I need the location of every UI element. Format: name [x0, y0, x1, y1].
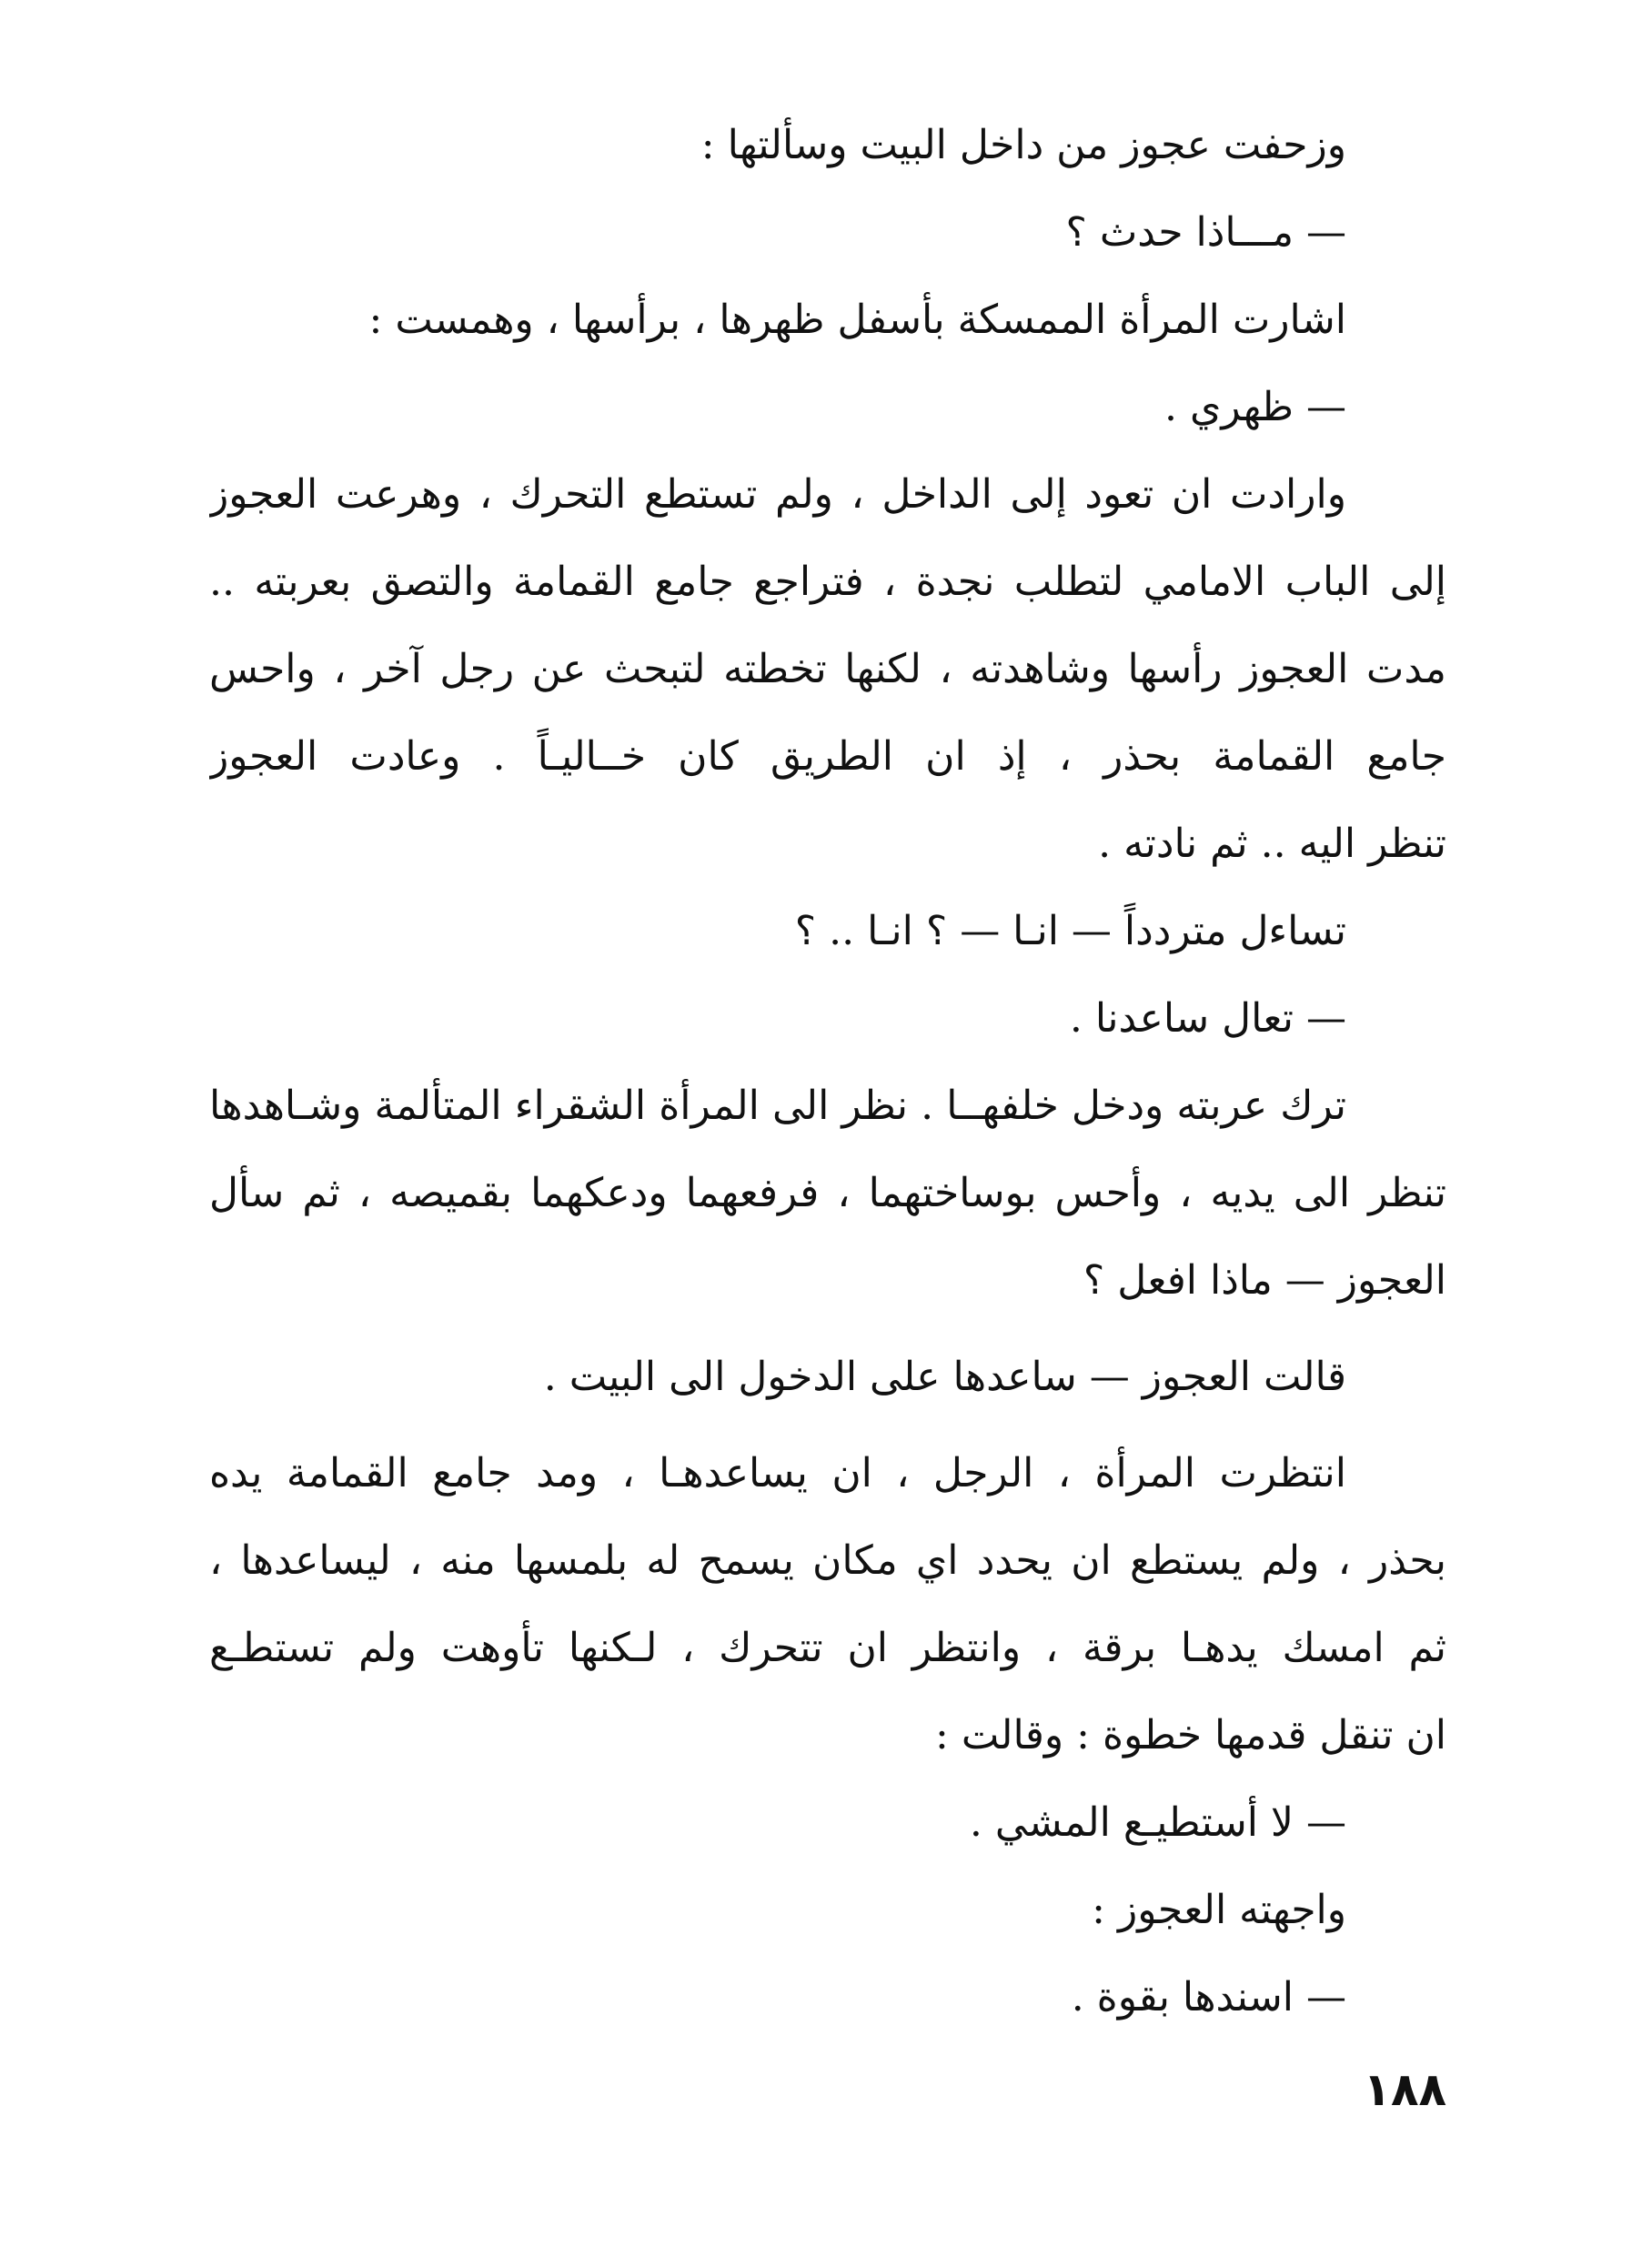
- text-line-6: إلى الباب الامامي لتطلب نجدة ، فتراجع جامع القمامة والتصق بعربته ..: [209, 559, 1446, 605]
- text-line-21: واجهته العجوز :: [1092, 1887, 1346, 1933]
- text-line-11: — تعال ساعدنا .: [1069, 995, 1346, 1042]
- text-line-15: قالت العجوز — ساعدها على الدخول الى البيت .: [543, 1354, 1346, 1400]
- text-line-9: تنظر اليه .. ثم نادته .: [1098, 821, 1446, 867]
- text-line-2: — مـــاذا حدث ؟: [1065, 209, 1346, 256]
- text-line-3: اشارت المرأة الممسكة بأسفل ظهرها ، برأسها ، وهمست :: [368, 297, 1346, 343]
- text-line-18: ثم امسك يدهـا برقة ، وانتظر ان تتحرك ، لـكنها تأوهت ولم تستطـع: [209, 1625, 1446, 1671]
- text-line-16: انتظرت المرأة ، الرجل ، ان يساعدهـا ، ومد جامع القمامة يده: [209, 1450, 1346, 1496]
- text-line-1: وزحفت عجوز من داخل البيت وسألتها :: [700, 122, 1346, 168]
- text-line-10: تساءل متردداً — انـا — ؟ انـا .. ؟: [794, 908, 1346, 954]
- text-line-12: ترك عربته ودخل خلفهــا . نظر الى المرأة الشقراء المتألمة وشـاهدها: [209, 1083, 1346, 1129]
- body-text: [209, 102, 1446, 2041]
- text-line-4: — ظهري .: [1164, 384, 1346, 430]
- text-line-22: — اسندها بقوة .: [1071, 1974, 1346, 2020]
- text-line-7: مدت العجوز رأسها وشاهدته ، لكنها تخطته لتبحث عن رجل آخر ، واحس: [209, 646, 1446, 692]
- text-line-13: تنظر الى يديه ، وأحس بوساختهما ، فرفعهما ودعكهما بقميصه ، ثم سأل: [209, 1170, 1446, 1216]
- text-line-19: ان تنقل قدمها خطوة : وقالت :: [935, 1712, 1446, 1758]
- text-line-17: بحذر ، ولم يستطع ان يحدد اي مكان يسمح له بلمسها منه ، ليساعدها ،: [209, 1537, 1446, 1584]
- text-line-14: العجوز — ماذا افعل ؟: [1083, 1257, 1446, 1304]
- text-line-8: جامع القمامة بحذر ، إذ ان الطريق كان خــاليـاً . وعادت العجوز: [209, 733, 1446, 780]
- text-line-5: وارادت ان تعود إلى الداخل ، ولم تستطع التحرك ، وهرعت العجوز: [209, 471, 1346, 518]
- text-line-20: — لا أستطيـع المشي .: [969, 1799, 1346, 1846]
- page-number: ١٨٨: [1363, 2063, 1446, 2116]
